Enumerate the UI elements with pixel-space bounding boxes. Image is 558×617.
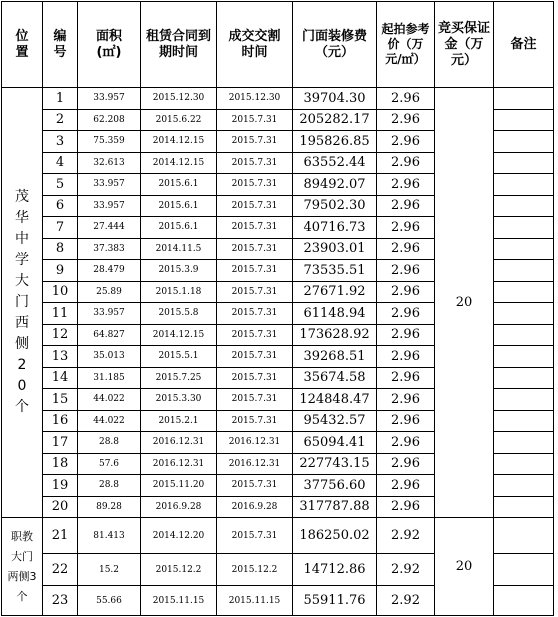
location-cell: 茂华中学大门西侧20个 bbox=[2, 88, 43, 518]
handover-cell: 2016.12.31 bbox=[217, 453, 293, 475]
lease-end-cell: 2015.6.1 bbox=[141, 174, 217, 196]
header-handover: 成交交割时间 bbox=[217, 2, 293, 88]
number-cell: 23 bbox=[43, 586, 78, 616]
area-cell: 27.444 bbox=[78, 217, 141, 239]
area-cell: 28.8 bbox=[78, 475, 141, 497]
area-cell: 31.185 bbox=[78, 367, 141, 389]
remarks-cell bbox=[494, 475, 554, 497]
auction-table bbox=[1, 1, 554, 616]
handover-cell: 2015.7.31 bbox=[217, 324, 293, 346]
remarks-cell bbox=[494, 260, 554, 282]
decoration-fee-cell: 35674.58 bbox=[293, 367, 377, 389]
group-zhijiao bbox=[2, 518, 554, 616]
lease-end-cell: 2014.12.15 bbox=[141, 324, 217, 346]
area-cell: 35.013 bbox=[78, 346, 141, 368]
decoration-fee-cell: 95432.57 bbox=[293, 410, 377, 432]
start-price-cell: 2.96 bbox=[377, 131, 435, 153]
lease-end-cell: 2014.12.15 bbox=[141, 152, 217, 174]
decoration-fee-cell: 37756.60 bbox=[293, 475, 377, 497]
lease-end-cell: 2016.9.28 bbox=[141, 496, 217, 518]
decoration-fee-cell: 173628.92 bbox=[293, 324, 377, 346]
number-cell: 10 bbox=[43, 281, 78, 303]
decoration-fee-cell: 73535.51 bbox=[293, 260, 377, 282]
handover-cell: 2015.7.31 bbox=[217, 174, 293, 196]
start-price-cell: 2.92 bbox=[377, 518, 435, 554]
remarks-cell bbox=[494, 281, 554, 303]
handover-cell: 2015.7.31 bbox=[217, 131, 293, 153]
remarks-cell bbox=[494, 217, 554, 239]
handover-cell: 2015.7.31 bbox=[217, 152, 293, 174]
handover-cell: 2015.7.31 bbox=[217, 238, 293, 260]
area-cell: 75.359 bbox=[78, 131, 141, 153]
lease-end-cell: 2015.3.9 bbox=[141, 260, 217, 282]
number-cell: 20 bbox=[43, 496, 78, 518]
number-cell: 12 bbox=[43, 324, 78, 346]
decoration-fee-cell: 89492.07 bbox=[293, 174, 377, 196]
area-cell: 37.383 bbox=[78, 238, 141, 260]
start-price-cell: 2.96 bbox=[377, 346, 435, 368]
remarks-cell bbox=[494, 410, 554, 432]
remarks-cell bbox=[494, 303, 554, 325]
lease-end-cell: 2014.12.15 bbox=[141, 131, 217, 153]
handover-cell: 2015.11.15 bbox=[217, 586, 293, 616]
remarks-cell bbox=[494, 324, 554, 346]
handover-cell: 2015.7.31 bbox=[217, 475, 293, 497]
lease-end-cell: 2015.12.30 bbox=[141, 88, 217, 110]
decoration-fee-cell: 40716.73 bbox=[293, 217, 377, 239]
lease-end-cell: 2015.6.22 bbox=[141, 109, 217, 131]
number-cell: 21 bbox=[43, 518, 78, 554]
remarks-cell bbox=[494, 554, 554, 586]
start-price-cell: 2.96 bbox=[377, 238, 435, 260]
decoration-fee-cell: 195826.85 bbox=[293, 131, 377, 153]
lease-end-cell: 2015.11.15 bbox=[141, 586, 217, 616]
area-cell: 28.479 bbox=[78, 260, 141, 282]
start-price-cell: 2.96 bbox=[377, 475, 435, 497]
area-cell: 81.413 bbox=[78, 518, 141, 554]
number-cell: 18 bbox=[43, 453, 78, 475]
handover-cell: 2016.9.28 bbox=[217, 496, 293, 518]
start-price-cell: 2.92 bbox=[377, 586, 435, 616]
area-cell: 44.022 bbox=[78, 389, 141, 411]
handover-cell: 2015.7.31 bbox=[217, 217, 293, 239]
lease-end-cell: 2015.12.2 bbox=[141, 554, 217, 586]
remarks-cell bbox=[494, 88, 554, 110]
header-lease-end: 租赁合同到期时间 bbox=[141, 2, 217, 88]
start-price-cell: 2.96 bbox=[377, 217, 435, 239]
number-cell: 9 bbox=[43, 260, 78, 282]
start-price-cell: 2.96 bbox=[377, 496, 435, 518]
start-price-cell: 2.96 bbox=[377, 432, 435, 454]
lease-end-cell: 2015.6.1 bbox=[141, 195, 217, 217]
decoration-fee-cell: 205282.17 bbox=[293, 109, 377, 131]
remarks-cell bbox=[494, 496, 554, 518]
decoration-fee-cell: 63552.44 bbox=[293, 152, 377, 174]
deposit-cell: 20 bbox=[435, 518, 494, 616]
number-cell: 5 bbox=[43, 174, 78, 196]
decoration-fee-cell: 186250.02 bbox=[293, 518, 377, 554]
area-cell: 33.957 bbox=[78, 88, 141, 110]
decoration-fee-cell: 27671.92 bbox=[293, 281, 377, 303]
number-cell: 14 bbox=[43, 367, 78, 389]
number-cell: 17 bbox=[43, 432, 78, 454]
handover-cell: 2015.7.31 bbox=[217, 410, 293, 432]
number-cell: 13 bbox=[43, 346, 78, 368]
area-cell: 89.28 bbox=[78, 496, 141, 518]
header-location: 位置 bbox=[2, 2, 43, 88]
decoration-fee-cell: 124848.47 bbox=[293, 389, 377, 411]
number-cell: 1 bbox=[43, 88, 78, 110]
area-cell: 25.89 bbox=[78, 281, 141, 303]
area-cell: 62.208 bbox=[78, 109, 141, 131]
area-cell: 33.957 bbox=[78, 303, 141, 325]
remarks-cell bbox=[494, 109, 554, 131]
handover-cell: 2015.7.31 bbox=[217, 195, 293, 217]
handover-cell: 2015.7.31 bbox=[217, 367, 293, 389]
remarks-cell bbox=[494, 586, 554, 616]
start-price-cell: 2.96 bbox=[377, 174, 435, 196]
decoration-fee-cell: 65094.41 bbox=[293, 432, 377, 454]
decoration-fee-cell: 39268.51 bbox=[293, 346, 377, 368]
start-price-cell: 2.96 bbox=[377, 453, 435, 475]
start-price-cell: 2.96 bbox=[377, 410, 435, 432]
header-number: 编号 bbox=[43, 2, 78, 88]
decoration-fee-cell: 79502.30 bbox=[293, 195, 377, 217]
start-price-cell: 2.96 bbox=[377, 324, 435, 346]
remarks-cell bbox=[494, 518, 554, 554]
number-cell: 11 bbox=[43, 303, 78, 325]
remarks-cell bbox=[494, 238, 554, 260]
remarks-cell bbox=[494, 152, 554, 174]
handover-cell: 2015.7.31 bbox=[217, 303, 293, 325]
lease-end-cell: 2015.7.25 bbox=[141, 367, 217, 389]
handover-cell: 2016.12.31 bbox=[217, 432, 293, 454]
remarks-cell bbox=[494, 346, 554, 368]
area-cell: 28.8 bbox=[78, 432, 141, 454]
number-cell: 2 bbox=[43, 109, 78, 131]
header-deposit: 竞买保证金（万元） bbox=[435, 2, 494, 88]
start-price-cell: 2.96 bbox=[377, 152, 435, 174]
handover-cell: 2015.7.31 bbox=[217, 389, 293, 411]
number-cell: 15 bbox=[43, 389, 78, 411]
handover-cell: 2015.7.31 bbox=[217, 518, 293, 554]
header-remarks: 备注 bbox=[494, 2, 554, 88]
handover-cell: 2015.7.31 bbox=[217, 260, 293, 282]
lease-end-cell: 2014.11.5 bbox=[141, 238, 217, 260]
remarks-cell bbox=[494, 389, 554, 411]
start-price-cell: 2.96 bbox=[377, 367, 435, 389]
table-row bbox=[2, 88, 554, 110]
decoration-fee-cell: 317787.88 bbox=[293, 496, 377, 518]
area-cell: 55.66 bbox=[78, 586, 141, 616]
start-price-cell: 2.96 bbox=[377, 303, 435, 325]
start-price-cell: 2.96 bbox=[377, 109, 435, 131]
lease-end-cell: 2015.3.30 bbox=[141, 389, 217, 411]
decoration-fee-cell: 23903.01 bbox=[293, 238, 377, 260]
lease-end-cell: 2014.12.20 bbox=[141, 518, 217, 554]
number-cell: 16 bbox=[43, 410, 78, 432]
area-cell: 64.827 bbox=[78, 324, 141, 346]
start-price-cell: 2.96 bbox=[377, 195, 435, 217]
lease-end-cell: 2015.2.1 bbox=[141, 410, 217, 432]
lease-end-cell: 2015.6.1 bbox=[141, 217, 217, 239]
decoration-fee-cell: 227743.15 bbox=[293, 453, 377, 475]
handover-cell: 2015.7.31 bbox=[217, 281, 293, 303]
remarks-cell bbox=[494, 195, 554, 217]
number-cell: 8 bbox=[43, 238, 78, 260]
lease-end-cell: 2015.5.8 bbox=[141, 303, 217, 325]
number-cell: 6 bbox=[43, 195, 78, 217]
number-cell: 19 bbox=[43, 475, 78, 497]
handover-cell: 2015.12.2 bbox=[217, 554, 293, 586]
location-cell: 职教大门两侧3个 bbox=[2, 518, 43, 616]
handover-cell: 2015.12.30 bbox=[217, 88, 293, 110]
lease-end-cell: 2016.12.31 bbox=[141, 432, 217, 454]
decoration-fee-cell: 39704.30 bbox=[293, 88, 377, 110]
start-price-cell: 2.92 bbox=[377, 554, 435, 586]
area-cell: 33.957 bbox=[78, 195, 141, 217]
start-price-cell: 2.96 bbox=[377, 389, 435, 411]
area-cell: 44.022 bbox=[78, 410, 141, 432]
remarks-cell bbox=[494, 367, 554, 389]
header-row bbox=[2, 2, 554, 88]
header-decoration: 门面装修费（元） bbox=[293, 2, 377, 88]
area-cell: 15.2 bbox=[78, 554, 141, 586]
lease-end-cell: 2015.5.1 bbox=[141, 346, 217, 368]
handover-cell: 2015.7.31 bbox=[217, 346, 293, 368]
number-cell: 22 bbox=[43, 554, 78, 586]
number-cell: 7 bbox=[43, 217, 78, 239]
area-cell: 33.957 bbox=[78, 174, 141, 196]
header-area: 面积(㎡) bbox=[78, 2, 141, 88]
deposit-cell: 20 bbox=[435, 88, 494, 518]
lease-end-cell: 2015.11.20 bbox=[141, 475, 217, 497]
group-maohua bbox=[2, 88, 554, 518]
start-price-cell: 2.96 bbox=[377, 260, 435, 282]
area-cell: 32.613 bbox=[78, 152, 141, 174]
header-start-price: 起拍参考价（万元/㎡） bbox=[377, 2, 435, 88]
remarks-cell bbox=[494, 174, 554, 196]
start-price-cell: 2.96 bbox=[377, 281, 435, 303]
decoration-fee-cell: 55911.76 bbox=[293, 586, 377, 616]
decoration-fee-cell: 61148.94 bbox=[293, 303, 377, 325]
number-cell: 3 bbox=[43, 131, 78, 153]
decoration-fee-cell: 14712.86 bbox=[293, 554, 377, 586]
lease-end-cell: 2016.12.31 bbox=[141, 453, 217, 475]
remarks-cell bbox=[494, 432, 554, 454]
remarks-cell bbox=[494, 453, 554, 475]
remarks-cell bbox=[494, 131, 554, 153]
start-price-cell: 2.96 bbox=[377, 88, 435, 110]
area-cell: 57.6 bbox=[78, 453, 141, 475]
number-cell: 4 bbox=[43, 152, 78, 174]
handover-cell: 2015.7.31 bbox=[217, 109, 293, 131]
table-row bbox=[2, 518, 554, 554]
lease-end-cell: 2015.1.18 bbox=[141, 281, 217, 303]
